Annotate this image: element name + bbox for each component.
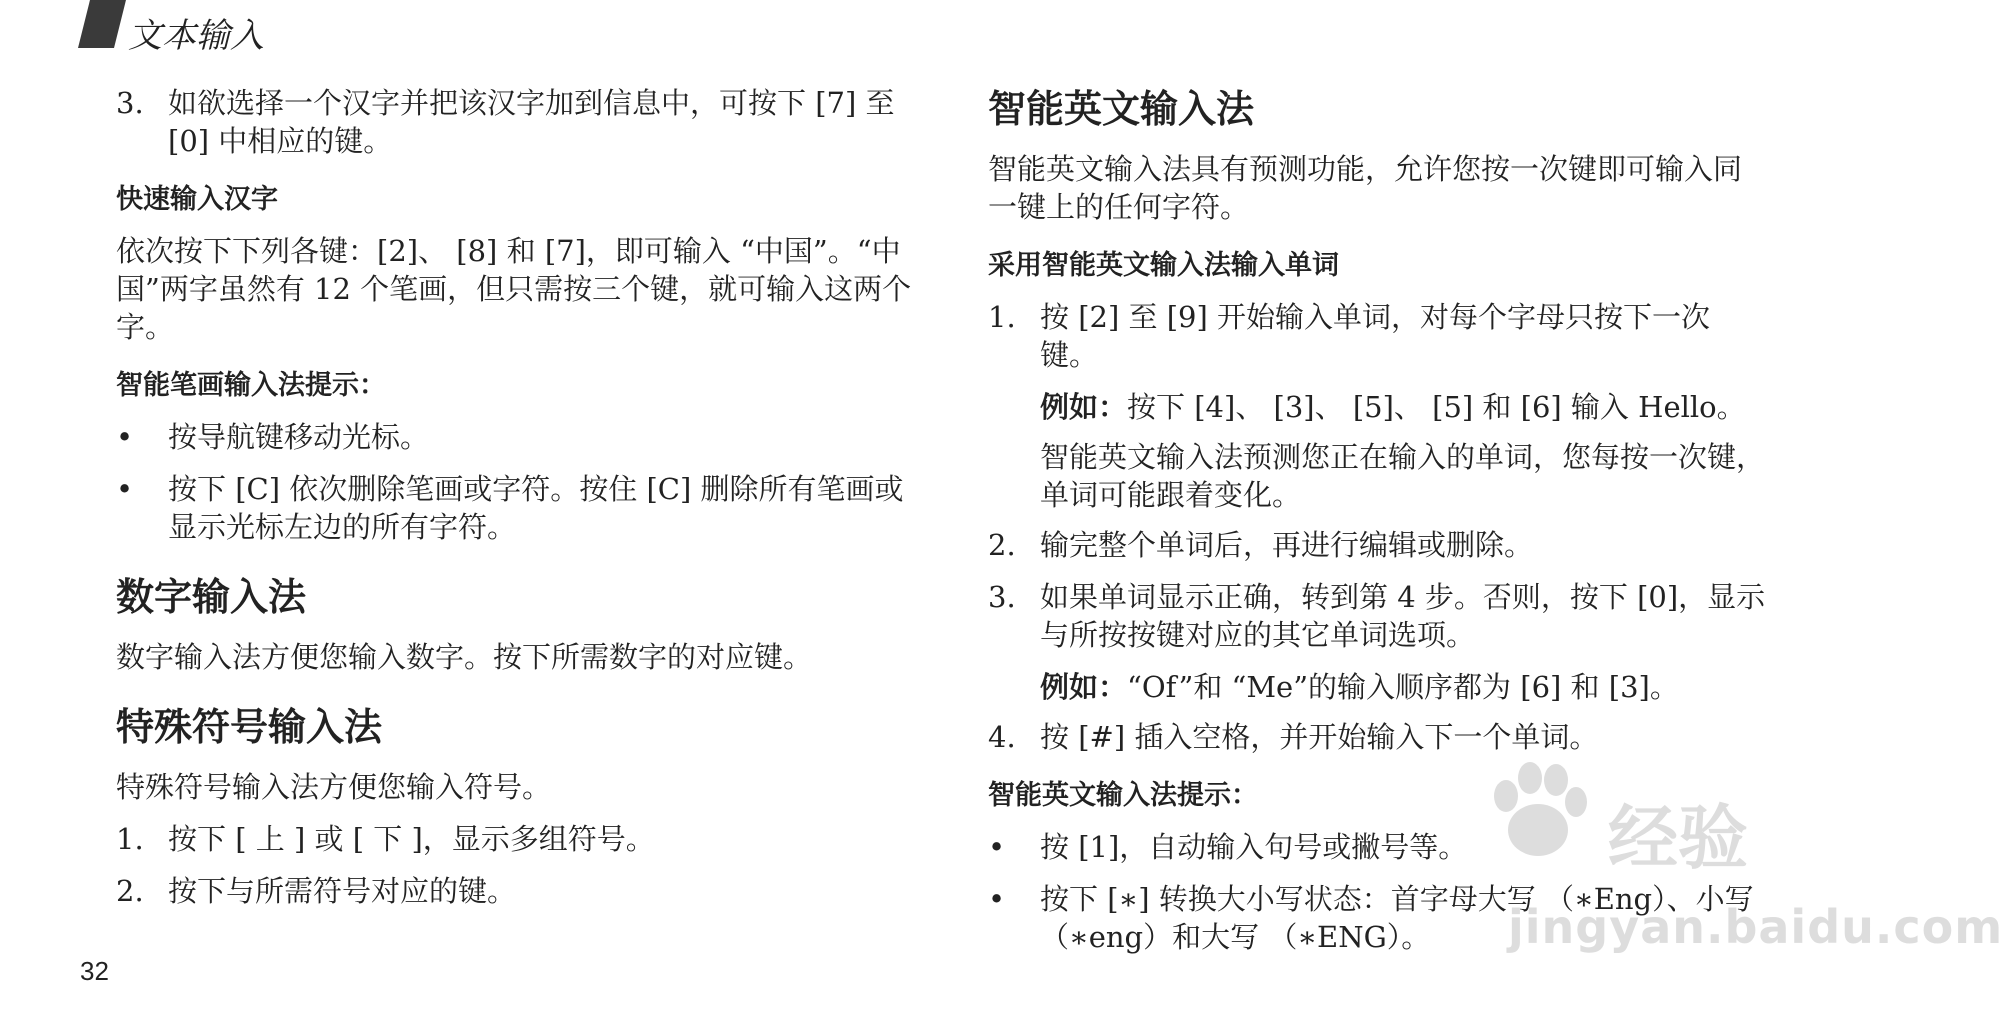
- list-item-text: 按下 [ 上 ] 或 [ 下 ]，显示多组符号。: [168, 822, 655, 856]
- numeric-input-text: 数字输入法方便您输入数字。按下所需数字的对应键。: [116, 640, 813, 674]
- bullet-marker: •: [116, 420, 134, 454]
- list-marker: 1.: [988, 300, 1016, 334]
- list-item: [988, 828, 1768, 866]
- list-item: [116, 418, 916, 456]
- example-line: [988, 668, 1768, 706]
- list-item-text: 按下与所需符号对应的键。: [168, 874, 517, 908]
- example-text: 按下 [4]、 [3]、 [5]、 [5] 和 [6] 输入 Hello。: [1127, 390, 1746, 424]
- list-marker: 1.: [116, 822, 144, 856]
- list-item-text: 如欲选择一个汉字并把该汉字加到信息中，可按下 [7] 至 [0] 中相应的键。: [168, 86, 895, 158]
- left-column: [116, 84, 916, 924]
- list-item: [988, 526, 1768, 564]
- list-item: [988, 880, 1768, 956]
- list-item-text: 按 [1]，自动输入句号或撇号等。: [1040, 830, 1468, 864]
- list-marker: 3.: [116, 86, 144, 120]
- list-marker: 2.: [116, 874, 144, 908]
- example-text: “Of”和 “Me”的输入顺序都为 [6] 和 [3]。: [1127, 670, 1679, 704]
- header-tab-marker: [78, 0, 126, 48]
- list-item-text: 按下 [∗] 转换大小写状态：首字母大写 （∗Eng）、小写 （∗eng）和大写 （∗ENG）。: [1040, 882, 1754, 954]
- example-label: 例如：: [1040, 390, 1128, 424]
- list-item: [116, 872, 916, 910]
- page-header-title: 文本输入: [128, 16, 264, 56]
- list-item-text: 输完整个单词后，再进行编辑或删除。: [1040, 528, 1534, 562]
- list-item-text: 按导航键移动光标。: [168, 420, 430, 454]
- right-column: [988, 84, 1768, 970]
- bullet-marker: •: [988, 882, 1006, 916]
- use-smart-english-heading: 采用智能英文输入法输入单词: [988, 250, 1339, 281]
- list-item: [116, 84, 916, 160]
- list-marker: 3.: [988, 580, 1016, 614]
- numeric-input-heading: 数字输入法: [116, 575, 307, 619]
- watermark-brand-text: 经验: [1608, 797, 1748, 879]
- step-note: 智能英文输入法预测您正在输入的单词，您每按一次键，单词可能跟着变化。: [1040, 440, 1766, 512]
- smart-english-heading: 智能英文输入法: [988, 87, 1255, 131]
- symbol-input-heading: 特殊符号输入法: [116, 705, 383, 749]
- example-label: 例如：: [1040, 670, 1128, 704]
- list-item: [116, 820, 916, 858]
- smart-english-text: 智能英文输入法具有预测功能，允许您按一次键即可输入同一键上的任何字符。: [988, 152, 1743, 224]
- list-item-text: 按 [#] 插入空格，并开始输入下一个单词。: [1040, 720, 1599, 754]
- bullet-marker: •: [116, 472, 134, 506]
- list-marker: 2.: [988, 528, 1016, 562]
- list-item: [988, 578, 1768, 654]
- watermark-url-text: jingyan.baidu.com: [1508, 900, 2003, 954]
- smart-english-tips-heading: 智能英文输入法提示：: [988, 780, 1258, 811]
- list-item-text: 如果单词显示正确，转到第 4 步。否则，按下 [0]，显示与所按按键对应的其它单词选项。: [1040, 580, 1766, 652]
- bullet-marker: •: [988, 830, 1006, 864]
- quick-input-text: 依次按下下列各键：[2]、 [8] 和 [7]，即可输入 “中国”。“中国”两字虽然有 12 个笔画，但只需按三个键，就可输入这两个字。: [116, 234, 912, 344]
- list-marker: 4.: [988, 720, 1016, 754]
- list-item-text: 按 [2] 至 [9] 开始输入单词，对每个字母只按下一次键。: [1040, 300, 1711, 372]
- stroke-tips-heading: 智能笔画输入法提示：: [116, 370, 386, 401]
- symbol-input-text: 特殊符号输入法方便您输入符号。: [116, 770, 552, 804]
- quick-input-heading: 快速输入汉字: [116, 184, 278, 215]
- list-item: [116, 470, 916, 546]
- list-item: [988, 298, 1768, 374]
- list-item-text: 按下 [C] 依次删除笔画或字符。按住 [C] 删除所有笔画或显示光标左边的所有字符。: [168, 472, 904, 544]
- page-number: 32: [80, 956, 109, 986]
- example-line: [988, 388, 1768, 426]
- list-item: [988, 718, 1768, 756]
